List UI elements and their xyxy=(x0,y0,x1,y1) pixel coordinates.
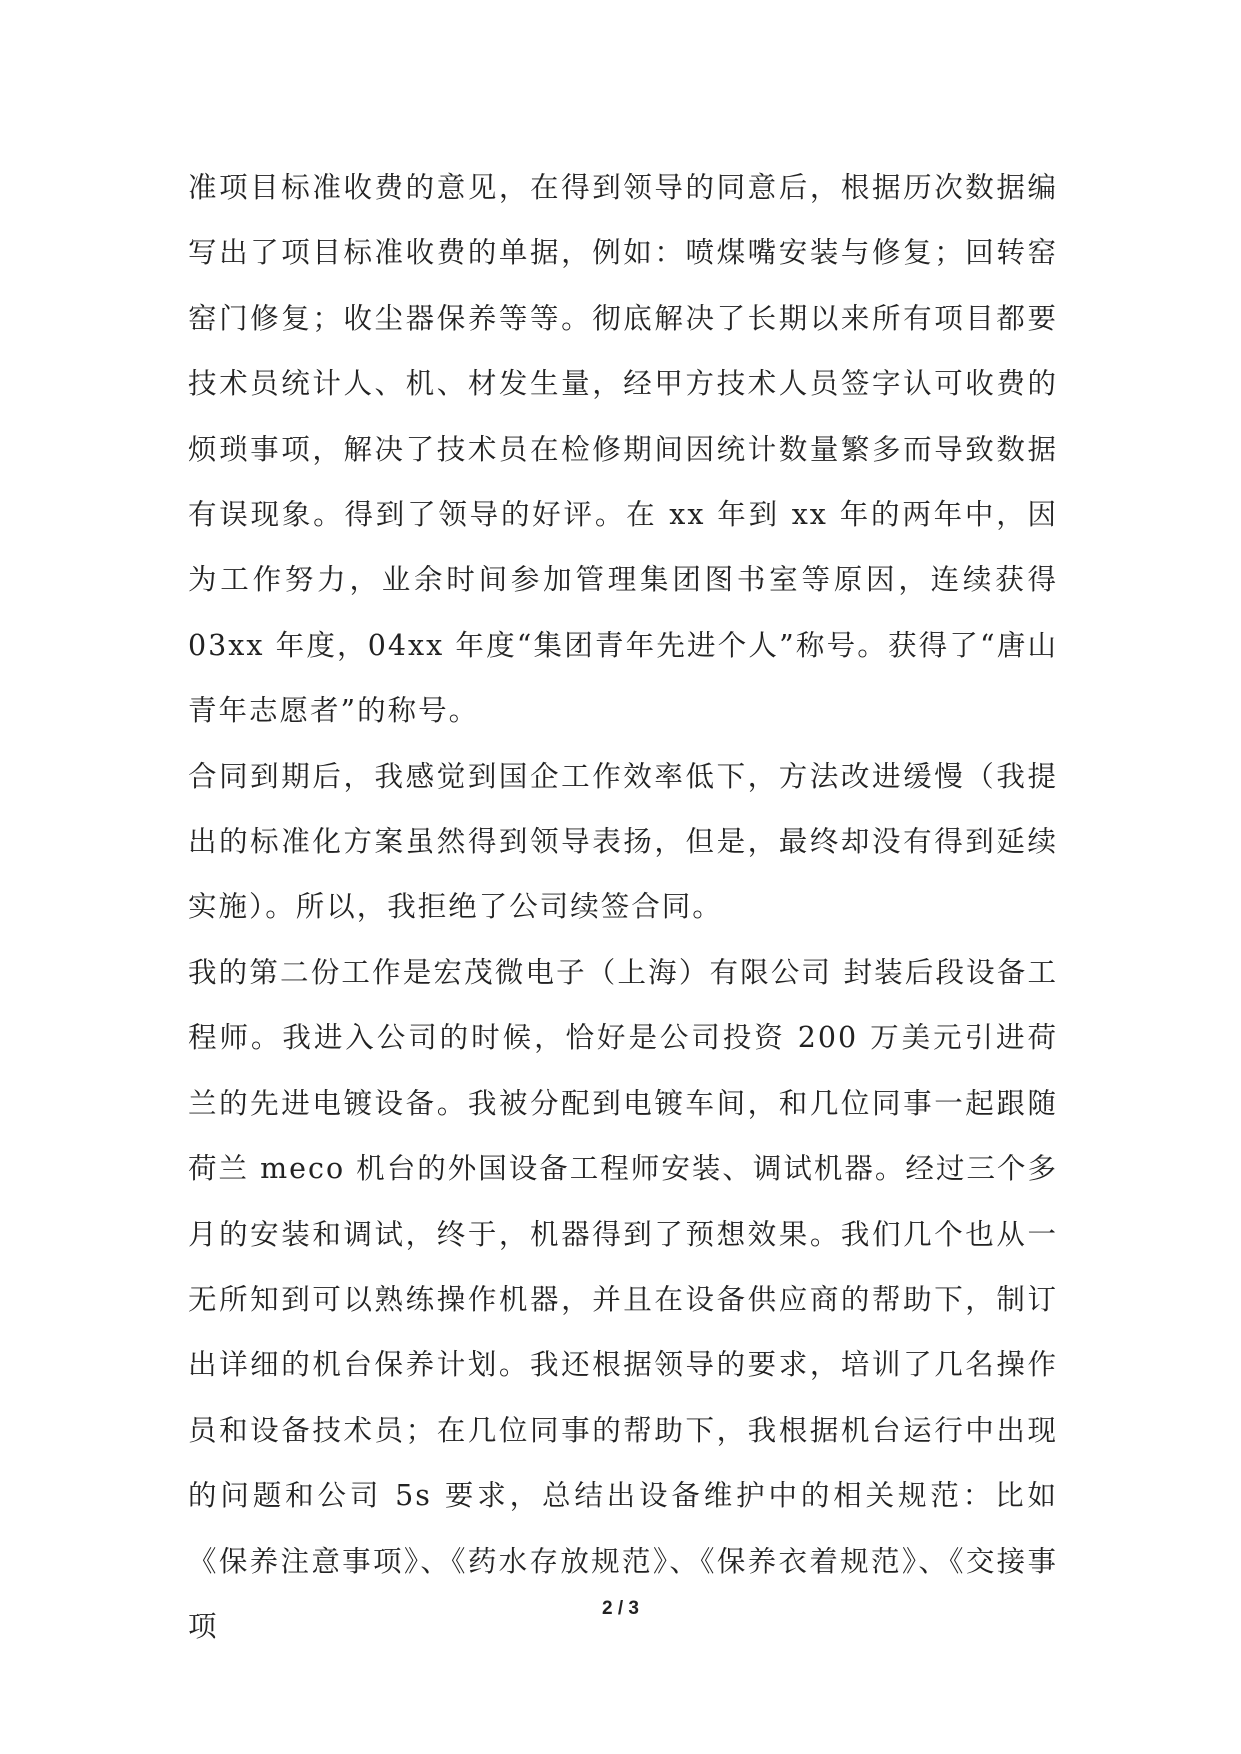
paragraph: 准项目标准收费的意见，在得到领导的同意后，根据历次数据编写出了项目标准收费的单据，例如：喷煤嘴安装与修复；回转窑窑门修复；收尘器保养等等。彻底解决了长期以来所有项目都要技术员统计人、机、材发生量，经甲方技术人员签字认可收费的烦琐事项，解决了技术员在检修期间因统计数量繁多而导致数据有误现象。得到了领导的好评。在 xx 年到 xx 年的两年中，因为工作努力，业余时间参加管理集团图书室等原因，连续获得 03xx 年度，04xx 年度“集团青年先进个人”称号。获得了“唐山青年志愿者”的称号。 xyxy=(188,171,1058,728)
body-text xyxy=(188,155,1058,1659)
paragraph: 我的第二份工作是宏茂微电子（上海）有限公司 封装后段设备工程师。我进入公司的时候，恰好是公司投资 200 万美元引进荷兰的先进电镀设备。我被分配到电镀车间，和几位同事一起跟随荷兰 meco 机台的外国设备工程师安装、调试机器。经过三个多月的安装和调试，终于，机器得到了预想效果。我们几个也从一无所知到可以熟练操作机器，并且在设备供应商的帮助下，制订出详细的机台保养计划。我还根据领导的要求，培训了几名操作员和设备技术员；在几位同事的帮助下，我根据机台运行中出现的问题和公司 5s 要求，总结出设备维护中的相关规范：比如《保养注意事项》、《药水存放规范》、《保养衣着规范》、《交接事项 xyxy=(188,955,1058,1643)
paragraph: 合同到期后，我感觉到国企工作效率低下，方法改进缓慢（我提出的标准化方案虽然得到领导表扬，但是，最终却没有得到延续实施）。所以，我拒绝了公司续签合同。 xyxy=(188,759,1058,924)
page-number: 2 / 3 xyxy=(602,1598,639,1619)
